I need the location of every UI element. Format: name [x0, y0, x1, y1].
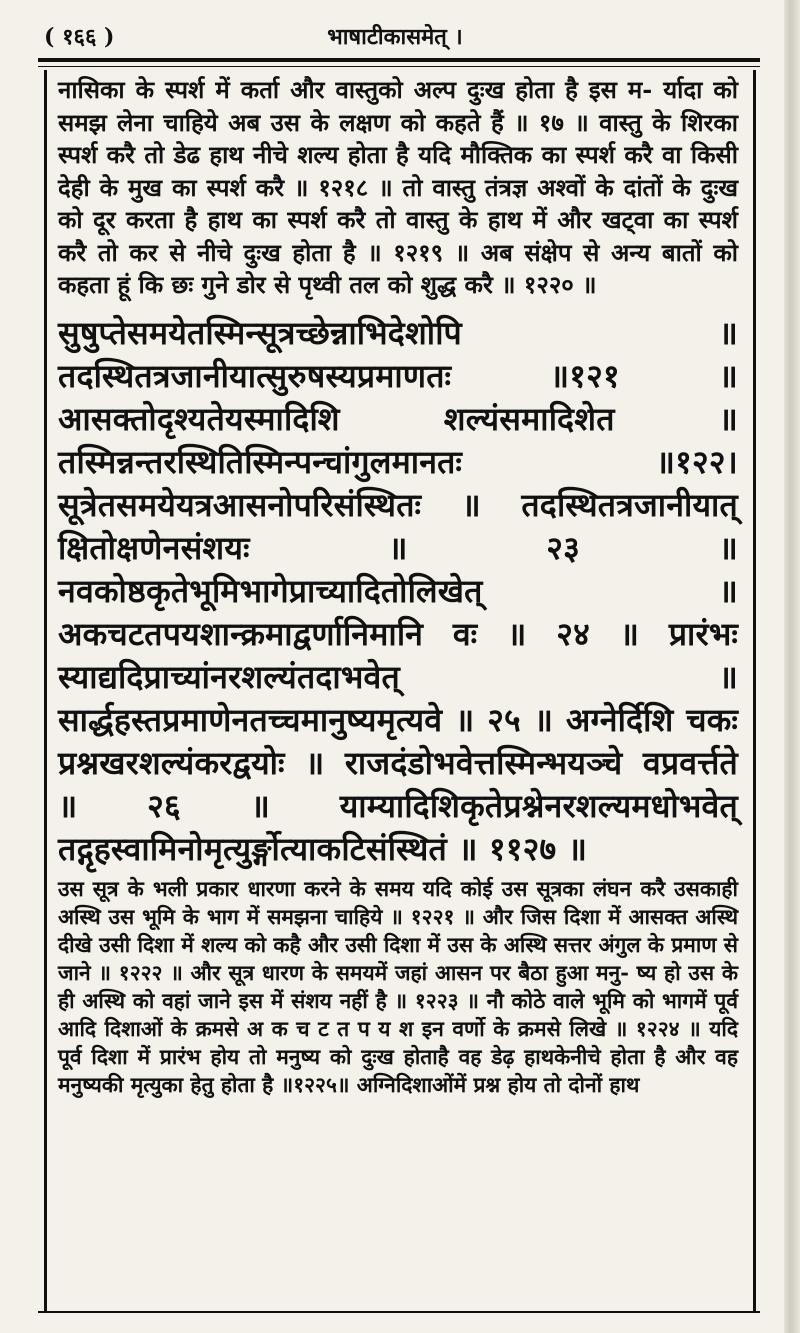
commentary-bottom: उस सूत्र के भली प्रकार धारणा करने के समय यदि कोई उस सूत्रका लंघन करै उसकाही अस्थि उस भूमि के भाग में समझना चाहिये ॥ १२२१ ॥ और जिस दिशा में आसक्त अस्थि दीखे उसी दिशा में शल्य को कहै और उसी दिशा में उस के अस्थि सत्तर अंगुल के प्रमाण से जाने ॥ १२२२ ॥ और सूत्र धारण के समयमें जहां आसन पर बैठा हुआ मनु- ष्य हो उस के ही अस्थि को वहां जाने इस में संशय नहीं है ॥ १२२३ ॥ नौ कोठे वाले भूमि को भागमें पूर्व आदि दिशाओं के क्रमसे अ क च ट त प य श इन वर्णो के क्रमसे लिखे ॥ १२२४ ॥ यदि पूर्व दिशा में प्रारंभ होय तो मनुष्य को दुःख होताहै वह डेढ़ हाथकेनीचे होता है और वह मनुष्यकी मृत्युका हेतु होता है ॥१२२५॥ अग्निदिशाओंमें प्रश्न होय तो दोनों हाथ: [58, 875, 738, 1097]
footer-rule: [38, 1311, 760, 1313]
page-edge-shadow: [784, 0, 800, 1333]
running-title: भाषाटीकासमेत् ।: [327, 24, 463, 50]
header-rule-thin: [38, 66, 760, 67]
commentary-top: नासिका के स्पर्श में कर्ता और वास्तुको अल्प दुःख होता है इस म- र्यादा को समझ लेना चाहिये अब उस के लक्षण को कहते हैं ॥ १७ ॥ वास्तु के शिरका स्पर्श करै तो डेढ हाथ नीचे शल्य होता है यदि मौक्तिक का स्पर्श करै वा किसी देही के मुख का स्पर्श करै ॥ १२१८ ॥ तो वास्तु तंत्रज्ञ अश्वों के दांतों के दुःख को दूर करता है हाथ का स्पर्श करै तो वास्तु के हाथ में और खट्वा का स्पर्श करै तो कर से नीचे दुःख होता है ॥ १२१९ ॥ अब संक्षेप से अन्य बातों को कहता हूं कि छः गुने डोर से पृथ्वी तल को शुद्ध करै ॥ १२२० ॥: [58, 75, 738, 299]
header-rule-thick: [38, 58, 760, 62]
page-number: ( १६६ ): [44, 24, 115, 50]
page-header: [30, 18, 760, 54]
text-body: [58, 74, 738, 1099]
sanskrit-verses: सुषुप्तेसमयेतस्मिन्सूत्रच्छेन्नाभिदेशोपि ॥ तदस्थितत्रजानीयात्सुरुषस्यप्रमाणतः ॥१२१ ॥ आसक्तोदृश्यतेयस्मादिशि शल्यंसमादिशेत ॥ तस्मिन्नन्तरस्थितिस्मिन्पन्चांगुलमानतः ॥१२२। सूत्रेतसमयेयत्रआसनोपरिसंस्थितः ॥ तदस्थितत्रजानीयात् क्षितोक्षणेनसंशयः ॥ २३ ॥ नवकोष्ठकृतेभूमिभागेप्राच्यादितोलिखेत् ॥ अकचटतपयशान्क्रमाद्वर्णानिमानि वः ॥ २४ ॥ प्रारंभः स्याद्यदिप्राच्यांनरशल्यंतदाभवेत् ॥ सार्द्धहस्तप्रमाणेनतच्चमानुष्यमृत्यवे ॥ २५ ॥ अग्नेर्दिशि चकः प्रश्नखरशल्यंकरद्वयोः ॥ राजदंडोभवेत्तस्मिन्भयञ्चे वप्रवर्त्तते ॥ २६ ॥ याम्यादिशिकृतेप्रश्नेनरशल्यमधोभवेत् तद्गृहस्वामिनोमृत्युर्ङ्गोत्याकटिसंस्थितं ॥ ११२७ ॥: [58, 313, 738, 868]
